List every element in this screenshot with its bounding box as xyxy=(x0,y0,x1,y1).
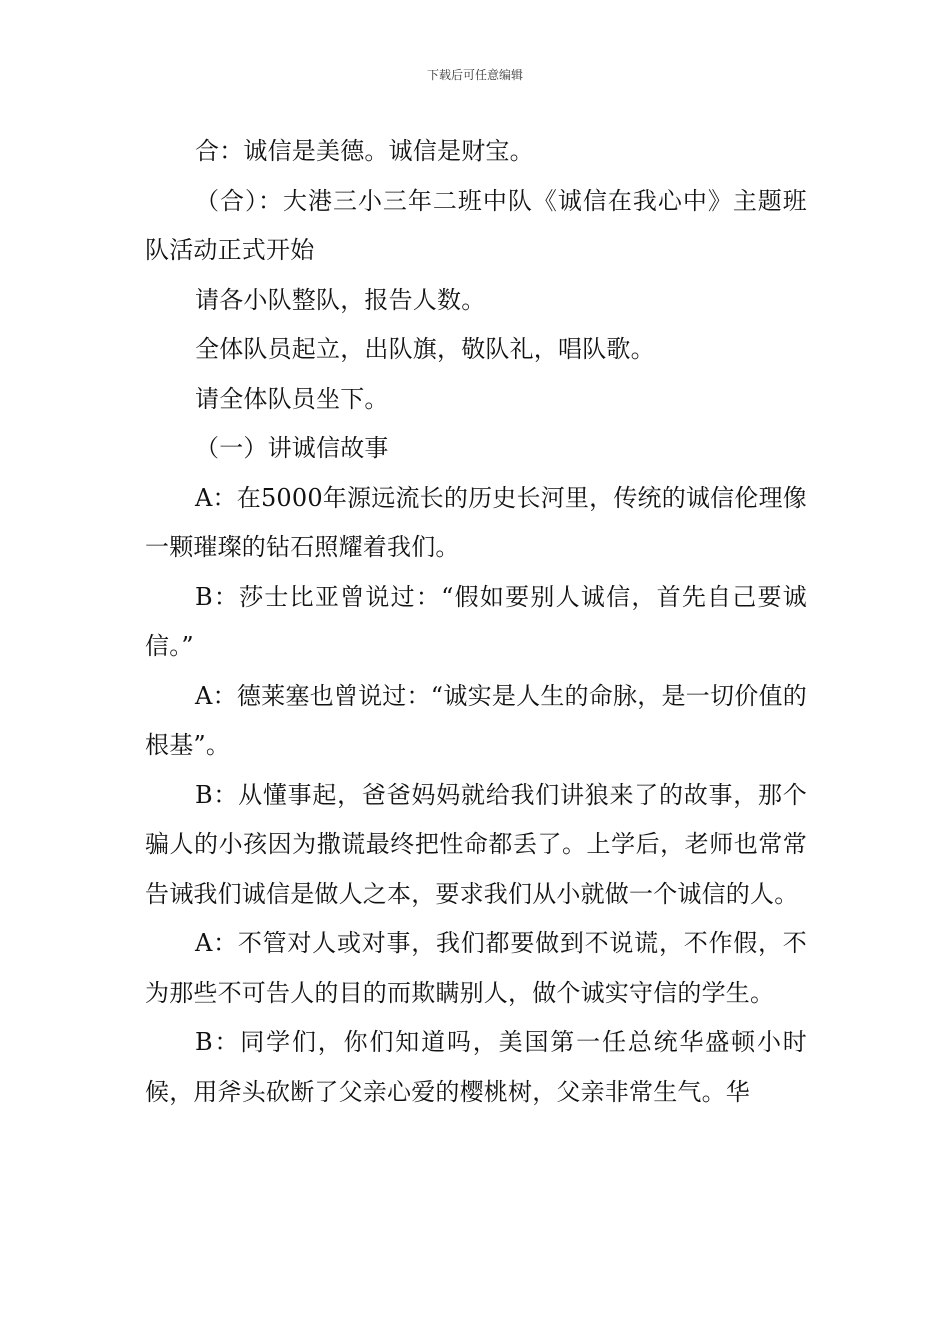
paragraph-3: 请各小队整队，报告人数。 xyxy=(195,285,486,314)
paragraph-11: A：不管对人或对事，我们都要做到不说谎，不作假，不为那些不可告人的目的而欺瞒别人，做个诚实守信的学生。 xyxy=(145,929,807,1007)
paragraph-2: （合）：大港三小三年二班中队《诚信在我心中》主题班队活动正式开始 xyxy=(145,186,807,264)
section-heading: （一）讲诚信故事 xyxy=(195,434,389,462)
page-header: 下载后可任意编辑 xyxy=(426,68,523,82)
paragraph-4: 全体队员起立，出队旗，敬队礼，唱队歌。 xyxy=(195,335,655,363)
paragraph-9: A：德莱塞也曾说过：“诚实是人生的命脉，是一切价值的根基”。 xyxy=(145,681,807,759)
document-body xyxy=(145,127,807,1117)
paragraph-8: B：莎士比亚曾说过：“假如要别人诚信，首先自己要诚信。” xyxy=(145,582,807,660)
paragraph-1: 合：诚信是美德。诚信是财宝。 xyxy=(195,137,534,165)
paragraph-5: 请全体队员坐下。 xyxy=(195,384,389,413)
paragraph-12: B：同学们，你们知道吗，美国第一任总统华盛顿小时候，用斧头砍断了父亲心爱的樱桃树，父亲非常生气。华 xyxy=(145,1028,807,1106)
paragraph-7: A：在5000年源远流长的历史长河里，传统的诚信伦理像一颗璀璨的钻石照耀着我们。 xyxy=(145,483,807,561)
paragraph-10: B：从懂事起，爸爸妈妈就给我们讲狼来了的故事，那个骗人的小孩因为撒谎最终把性命都丢了。上学后，老师也常常告诫我们诚信是做人之本，要求我们从小就做一个诚信的人。 xyxy=(145,780,807,908)
